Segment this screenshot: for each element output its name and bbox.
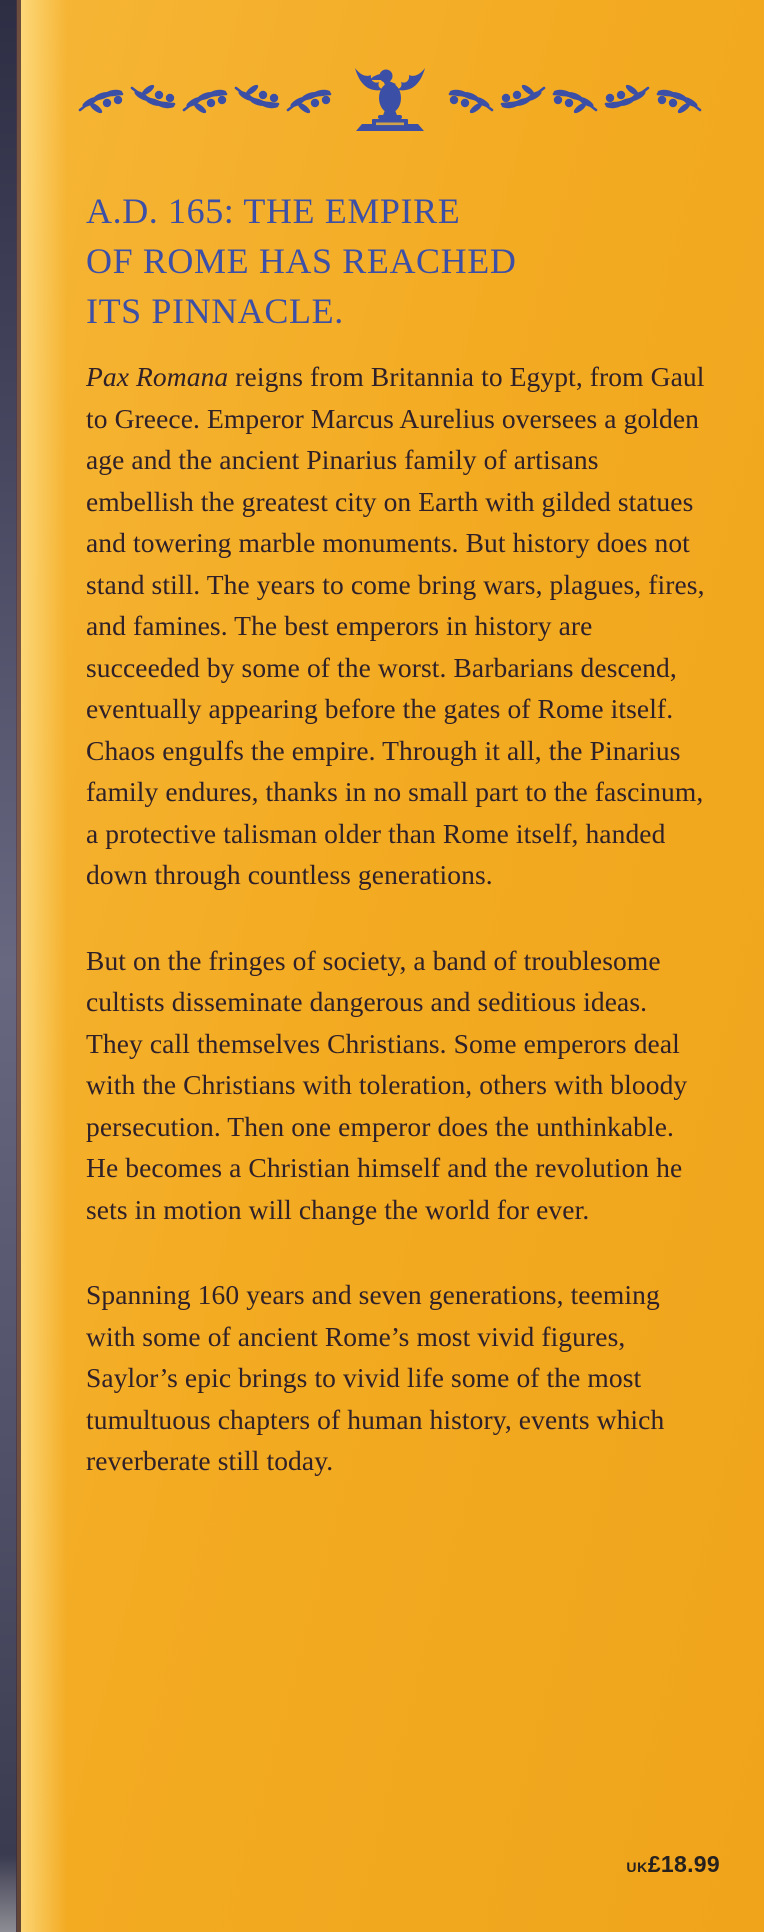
- flap-paragraph: [86, 1274, 710, 1482]
- eagle-icon: [355, 68, 425, 131]
- price: [626, 1851, 720, 1878]
- olive-garland-right: [449, 83, 700, 115]
- paragraph-text: But on the fringes of society, a band of troublesome cultists disseminate dangerous and seditious ideas. They call themselves Christians. Some emperors deal with the Christians with toleration, others with bloody persecution. Then one emperor does the unthinkable. He becomes a Christian himself and the revolution he sets in motion will change the world for ever.: [86, 944, 688, 1225]
- eagle-olive-garland-ornament-icon: [70, 62, 710, 138]
- flap-body-copy: [86, 356, 710, 1526]
- headline-line: OF ROME HAS REACHED: [86, 241, 517, 281]
- headline-line: ITS PINNACLE.: [86, 291, 344, 331]
- price-region-label: UK: [626, 1859, 648, 1875]
- paragraph-text: reigns from Britannia to Egypt, from Gaul to Greece. Emperor Marcus Aurelius oversees a golden age and the ancient Pinarius family of artisans embellish the greatest city on Earth with gilded statues and towering marble monuments. But history does not stand still. The years to come bring wars, plagues, fires, and famines. The best emperors in history are succeeded by some of the worst. Barbarians descend, eventually appearing before the gates of Rome itself. Chaos engulfs the empire. Through it all, the Pinarius family endures, thanks in no small part to the fascinum, a protective talisman older than Rome itself, handed down through countless generations.: [86, 361, 705, 890]
- italic-lead-text: Pax Romana: [86, 361, 229, 392]
- fold-highlight: [21, 0, 67, 1932]
- price-amount: £18.99: [647, 1851, 720, 1877]
- flap-headline: [86, 186, 708, 336]
- headline-line: A.D. 165: THE EMPIRE: [86, 191, 461, 231]
- spine-edge: [0, 0, 17, 1932]
- flap-paragraph: [86, 356, 710, 896]
- fold-crease: [16, 0, 21, 1932]
- flap-paragraph: [86, 940, 710, 1231]
- olive-garland-left: [80, 83, 331, 115]
- paragraph-text: Spanning 160 years and seven generations, teeming with some of ancient Rome’s most vivid figures, Saylor’s epic brings to vivid life some of the most tumultuous chapters of human history, events which reverberate still today.: [86, 1279, 665, 1476]
